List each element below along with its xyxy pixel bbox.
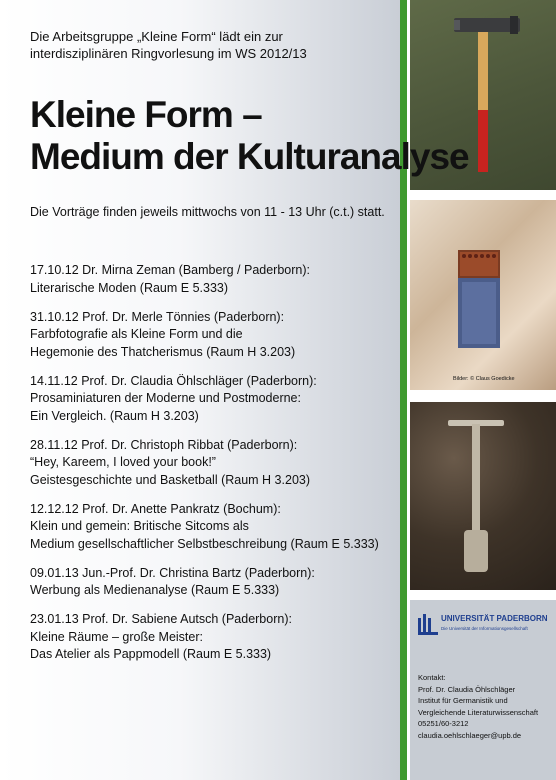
schedule-note: Die Vorträge finden jeweils mittwochs von 11 - 13 Uhr (c.t.) statt. bbox=[30, 205, 385, 219]
talk-item bbox=[30, 309, 400, 362]
garden-tool-photo bbox=[410, 402, 556, 590]
talk-item bbox=[30, 501, 400, 554]
contact-line: Prof. Dr. Claudia Öhlschläger bbox=[418, 684, 516, 694]
talk-line: 31.10.12 Prof. Dr. Merle Tönnies (Paderborn): bbox=[30, 309, 285, 324]
title-line: Kleine Form – bbox=[30, 94, 262, 135]
university-logo-icon bbox=[418, 614, 438, 636]
intro-line: Die Arbeitsgruppe „Kleine Form“ lädt ein zur bbox=[30, 29, 283, 44]
talk-line: “Hey, Kareem, I loved your book!” bbox=[30, 455, 216, 469]
contact-panel bbox=[410, 600, 556, 780]
talk-line: 23.01.13 Prof. Dr. Sabiene Autsch (Paderborn): bbox=[30, 612, 292, 626]
talk-item bbox=[30, 373, 400, 426]
contact-line: Institut für Germanistik und bbox=[418, 696, 508, 705]
matchbox-photo bbox=[410, 200, 556, 390]
talk-line: Das Atelier als Pappmodell (Raum E 5.333) bbox=[30, 647, 272, 661]
university-tagline: Die Universität der Informationsgesellschaft bbox=[441, 626, 528, 631]
contact-line: Vergleichende Literaturwissenschaft bbox=[418, 707, 539, 717]
poster-title bbox=[30, 94, 550, 178]
talk-line: Kleine Räume – große Meister: bbox=[30, 629, 203, 644]
talk-line: 17.10.12 Dr. Mirna Zeman (Bamberg / Paderborn): bbox=[30, 263, 310, 277]
talk-line: Prosaminiaturen der Moderne und Postmoderne: bbox=[30, 391, 301, 405]
talk-line: 12.12.12 Prof. Dr. Anette Pankratz (Bochum): bbox=[30, 501, 281, 516]
talk-line: Geistesgeschichte und Basketball (Raum H 3.203) bbox=[30, 472, 311, 487]
intro-text bbox=[30, 28, 390, 62]
talk-line: Hegemonie des Thatcherismus (Raum H 3.203) bbox=[30, 344, 296, 359]
talk-line: 28.11.12 Prof. Dr. Christoph Ribbat (Paderborn): bbox=[30, 437, 298, 452]
garden-tool-icon bbox=[448, 420, 504, 572]
talk-item bbox=[30, 611, 400, 664]
talk-item bbox=[30, 437, 400, 490]
intro-line: interdisziplinären Ringvorlesung im WS 2012/13 bbox=[30, 46, 307, 61]
talk-line: Farbfotografie als Kleine Form und die bbox=[30, 327, 243, 341]
talk-line: 14.11.12 Prof. Dr. Claudia Öhlschläger (Paderborn): bbox=[30, 373, 317, 388]
talk-line: Klein und gemein: Britische Sitcoms als bbox=[30, 519, 249, 533]
photo-credit: Bilder: © Claus Goedicke bbox=[453, 376, 515, 382]
title-line: Medium der Kulturanalyse bbox=[30, 136, 469, 177]
talk-item bbox=[30, 565, 400, 600]
contact-line: 05251/60-3212 bbox=[418, 719, 469, 728]
talk-line: Literarische Moden (Raum E 5.333) bbox=[30, 280, 229, 295]
contact-email: claudia.oehlschlaeger@upb.de bbox=[418, 730, 522, 740]
talk-line: Ein Vergleich. (Raum H 3.203) bbox=[30, 408, 199, 423]
contact-line: Kontakt: bbox=[418, 673, 446, 682]
talk-line: 09.01.13 Jun.-Prof. Dr. Christina Bartz (Paderborn): bbox=[30, 565, 315, 580]
university-logo bbox=[418, 612, 552, 640]
talk-line: Medium gesellschaftlicher Selbstbeschreibung (Raum E 5.333) bbox=[30, 536, 379, 551]
university-name: UNIVERSITÄT PADERBORN bbox=[441, 614, 548, 623]
talk-item bbox=[30, 262, 400, 297]
contact-block bbox=[418, 672, 556, 741]
talk-line: Werbung als Medienanalyse (Raum E 5.333) bbox=[30, 583, 280, 597]
matchbox-icon bbox=[458, 250, 500, 348]
talk-list bbox=[30, 262, 400, 675]
